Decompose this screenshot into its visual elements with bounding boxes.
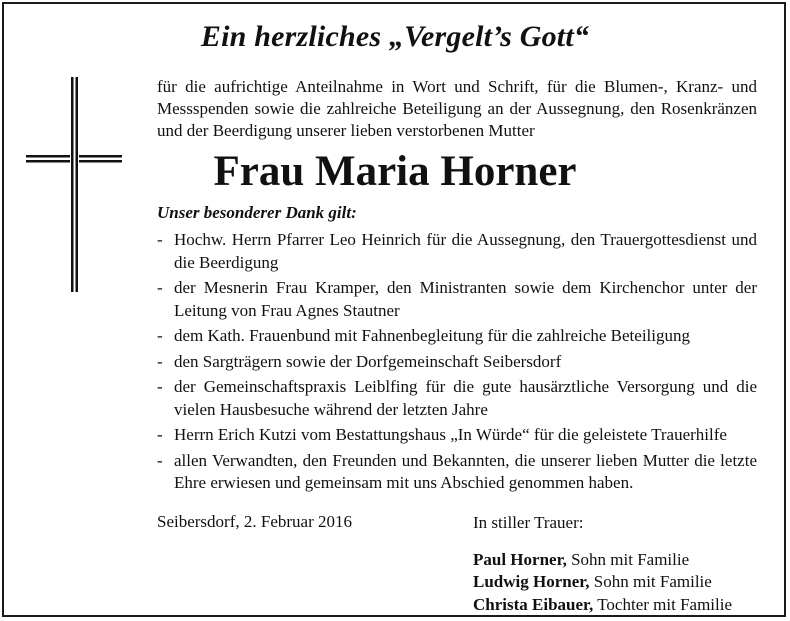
signer-relation: Sohn mit Familie: [566, 549, 690, 569]
list-item: [157, 450, 757, 495]
signer-name: Christa Eibauer,: [473, 594, 594, 614]
intro-text: für die aufrichtige Anteilnahme in Wort und Schrift, für die Blumen-, Kranz- und Messspenden sowie die zahlreiche Beteiligung an der Aussegnung, den Rosenkränzen und der Beerdigung unserer lieben verstorbenen Mutter: [157, 77, 757, 140]
list-item-text: den Sargträgern sowie der Dorfgemeinschaft Seibersdorf: [174, 351, 562, 371]
thanks-heading: Unser besonderer Dank gilt:: [157, 203, 357, 222]
signer-line: [473, 571, 732, 594]
notice-heading: Ein herzliches „Vergelt’s Gott“: [200, 20, 590, 53]
list-item-text: Herrn Erich Kutzi vom Bestattungshaus „In Würde“ für die geleistete Trauerhilfe: [174, 425, 727, 444]
cross-icon: [26, 77, 122, 292]
list-dash: -: [157, 377, 163, 396]
signer-line: [473, 594, 732, 617]
list-item: [157, 351, 757, 374]
list-item: [157, 277, 757, 322]
list-dash: -: [157, 450, 163, 470]
thanks-list: [157, 229, 757, 498]
list-dash: -: [157, 326, 163, 345]
list-item-text: der Gemeinschaftspraxis Leiblfing für die gute hausärztliche Versorgung und die vielen Hausbesuche während der letzten Jahre: [174, 377, 757, 419]
signer-name: Paul Horner,: [473, 549, 567, 569]
list-item-text: dem Kath. Frauenbund mit Fahnenbegleitung für die zahlreiche Beteiligung: [174, 326, 690, 345]
mourning-block: [473, 512, 732, 616]
list-item-text: Hochw. Herrn Pfarrer Leo Heinrich für die Aussegnung, den Trauergottesdienst und die Beerdigung: [174, 230, 757, 272]
signer-name: Ludwig Horner,: [473, 572, 590, 591]
list-dash: -: [157, 425, 163, 444]
list-item: [157, 325, 757, 348]
list-item: [157, 376, 757, 421]
list-dash: -: [157, 351, 163, 371]
deceased-name: Frau Maria Horner: [213, 148, 577, 195]
list-item: [157, 424, 757, 447]
list-item: [157, 229, 757, 274]
list-item-text: allen Verwandten, den Freunden und Bekannten, die unserer lieben Mutter die letzte Ehre erwiesen und gemeinsam mit uns Abschied genommen haben.: [174, 450, 757, 492]
mourning-label: In stiller Trauer:: [473, 513, 584, 532]
signer-line: [473, 549, 732, 572]
place-date: Seibersdorf, 2. Februar 2016: [157, 512, 352, 531]
list-dash: -: [157, 278, 163, 297]
list-item-text: der Mesnerin Frau Kramper, den Ministranten sowie dem Kirchenchor unter der Leitung von Frau Agnes Stautner: [174, 278, 757, 320]
list-dash: -: [157, 230, 163, 249]
signer-relation: Tochter mit Familie: [593, 594, 733, 614]
signer-relation: Sohn mit Familie: [589, 572, 712, 591]
